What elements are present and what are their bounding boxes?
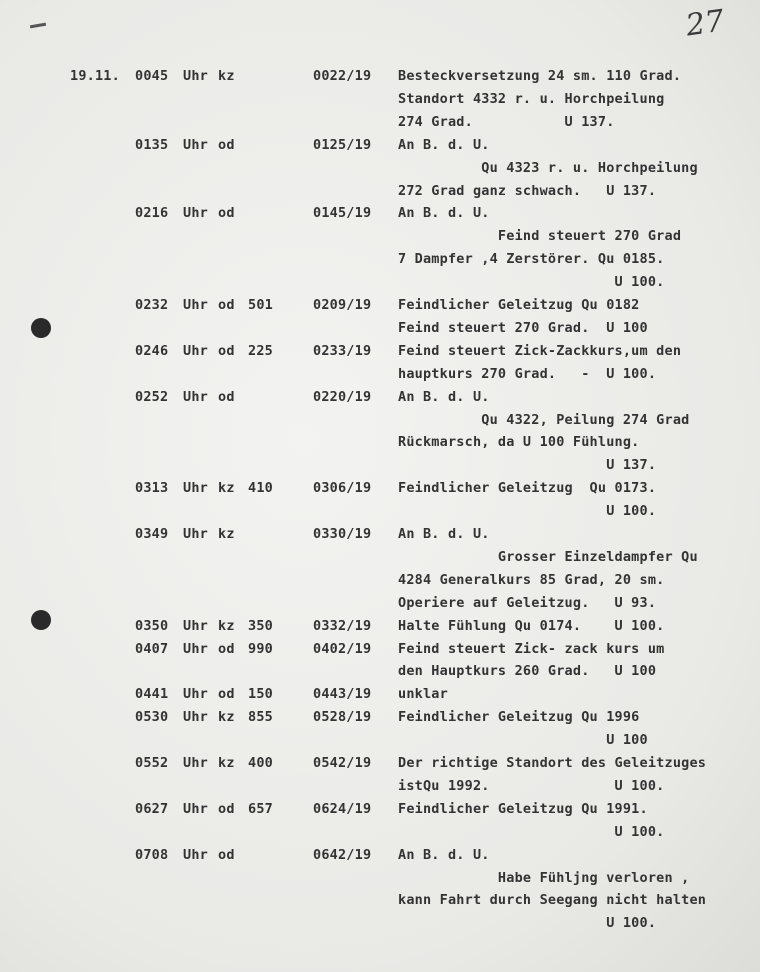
entry-text: Halte Fühlung Qu 0174. U 100.	[398, 617, 665, 634]
entry-time: 0216	[135, 205, 169, 222]
entry-text: kann Fahrt durch Seegang nicht halten	[398, 892, 707, 909]
entry-unit: Uhr	[183, 709, 208, 726]
entry-text: An B. d. U.	[398, 205, 490, 222]
entry-grid: 410	[248, 480, 273, 497]
entry-kind: od	[218, 846, 235, 863]
entry-grid: 150	[248, 686, 273, 703]
entry-kind: od	[218, 297, 235, 313]
entry-number: 0233/19	[313, 342, 372, 359]
entry-time: 0350	[135, 617, 169, 634]
entry-time: 0627	[135, 800, 169, 817]
entry-unit: Uhr	[183, 136, 208, 153]
entry-text: U 137.	[398, 457, 657, 474]
entry-text: Feind steuert 270 Grad	[398, 228, 682, 245]
punch-hole-bottom	[31, 610, 51, 630]
entry-number: 0022/19	[313, 68, 372, 84]
entry-time: 0441	[135, 686, 169, 703]
entry-time: 0313	[135, 480, 169, 497]
entry-text: unklar	[398, 686, 448, 703]
entry-text: U 100.	[398, 503, 657, 520]
entry-number: 0542/19	[313, 755, 372, 771]
entry-text: Rückmarsch, da U 100 Fühlung.	[398, 434, 640, 451]
entry-grid: 225	[248, 342, 273, 359]
entry-time: 0045	[135, 68, 169, 84]
entry-grid: 350	[248, 617, 273, 634]
entry-number: 0330/19	[313, 526, 372, 542]
entry-text: U 100.	[398, 274, 665, 291]
entry-text: An B. d. U.	[398, 526, 490, 542]
entry-unit: Uhr	[183, 297, 208, 313]
entry-unit: Uhr	[183, 846, 208, 863]
entry-text: 4284 Generalkurs 85 Grad, 20 sm.	[398, 571, 665, 588]
entry-unit: Uhr	[183, 686, 208, 703]
entry-number: 0624/19	[313, 800, 372, 817]
entry-unit: Uhr	[183, 205, 208, 222]
entry-number: 0220/19	[313, 388, 372, 405]
log-date: 19.11.	[70, 68, 120, 84]
entry-text: istQu 1992. U 100.	[398, 777, 665, 794]
entry-time: 0246	[135, 342, 169, 359]
entry-text: U 100.	[398, 823, 665, 840]
entry-number: 0332/19	[313, 617, 372, 634]
entry-number: 0443/19	[313, 686, 372, 703]
entry-unit: Uhr	[183, 480, 208, 497]
entry-time: 0349	[135, 526, 169, 542]
entry-grid: 501	[248, 297, 273, 313]
entry-kind: od	[218, 342, 235, 359]
entry-text: U 100	[398, 732, 648, 749]
entry-grid: 657	[248, 800, 273, 817]
entry-unit: Uhr	[183, 755, 208, 771]
entry-text: An B. d. U.	[398, 136, 490, 153]
entry-kind: od	[218, 640, 235, 657]
entry-text: Der richtige Standort des Geleitzuges	[398, 755, 707, 771]
entry-time: 0252	[135, 388, 169, 405]
entry-text: hauptkurs 270 Grad. - U 100.	[398, 365, 657, 382]
entry-time: 0407	[135, 640, 169, 657]
entry-kind: kz	[218, 617, 235, 634]
entry-time: 0708	[135, 846, 169, 863]
entry-text: An B. d. U.	[398, 388, 490, 405]
entry-kind: od	[218, 800, 235, 817]
entry-time: 0530	[135, 709, 169, 726]
entry-text: 272 Grad ganz schwach. U 137.	[398, 182, 657, 199]
entry-text: 7 Dampfer ,4 Zerstörer. Qu 0185.	[398, 251, 665, 268]
entry-text: Besteckversetzung 24 sm. 110 Grad.	[398, 68, 682, 84]
entry-kind: od	[218, 686, 235, 703]
entry-time: 0135	[135, 136, 169, 153]
entry-number: 0528/19	[313, 709, 372, 726]
entry-time: 0552	[135, 755, 169, 771]
entry-number: 0125/19	[313, 136, 372, 153]
entry-kind: kz	[218, 755, 235, 771]
entry-text: Habe Fühljng verloren ,	[398, 869, 690, 886]
entry-text: den Hauptkurs 260 Grad. U 100	[398, 663, 657, 680]
entry-number: 0209/19	[313, 297, 372, 313]
entry-grid: 400	[248, 755, 273, 771]
entry-kind: od	[218, 205, 235, 222]
entry-kind: od	[218, 388, 235, 405]
entry-unit: Uhr	[183, 342, 208, 359]
entry-unit: Uhr	[183, 526, 208, 542]
entry-number: 0642/19	[313, 846, 372, 863]
page-number: 27	[683, 3, 727, 44]
entry-text: Feindlicher Geleitzug Qu 0173.	[398, 480, 657, 497]
entry-text: Feindlicher Geleitzug Qu 1991.	[398, 800, 648, 817]
entry-text: 274 Grad. U 137.	[398, 113, 615, 130]
entry-unit: Uhr	[183, 800, 208, 817]
entry-grid: 990	[248, 640, 273, 657]
entry-kind: kz	[218, 526, 235, 542]
entry-kind: kz	[218, 480, 235, 497]
entry-grid: 855	[248, 709, 273, 726]
entry-text: Qu 4323 r. u. Horchpeilung	[398, 159, 698, 176]
entry-number: 0145/19	[313, 205, 372, 222]
entry-unit: Uhr	[183, 640, 208, 657]
entry-text: Grosser Einzeldampfer Qu	[398, 548, 698, 565]
entry-kind: kz	[218, 68, 235, 84]
entry-text: Feindlicher Geleitzug Qu 1996	[398, 709, 640, 726]
entry-unit: Uhr	[183, 617, 208, 634]
entry-text: Feind steuert Zick-Zackkurs,um den	[398, 342, 682, 359]
entry-time: 0232	[135, 297, 169, 313]
entry-text: Standort 4332 r. u. Horchpeilung	[398, 90, 665, 107]
entry-text: Feindlicher Geleitzug Qu 0182	[398, 297, 640, 313]
punch-hole-top	[31, 318, 51, 338]
entry-text: Feind steuert Zick- zack kurs um	[398, 640, 665, 657]
entry-text: An B. d. U.	[398, 846, 490, 863]
entry-kind: kz	[218, 709, 235, 726]
entry-text: U 100.	[398, 915, 657, 932]
entry-text: Feind steuert 270 Grad. U 100	[398, 319, 648, 336]
entry-text: Operiere auf Geleitzug. U 93.	[398, 594, 657, 611]
entry-number: 0402/19	[313, 640, 372, 657]
margin-mark	[30, 23, 46, 29]
entry-text: Qu 4322, Peilung 274 Grad	[398, 411, 690, 428]
entry-unit: Uhr	[183, 68, 208, 84]
entry-number: 0306/19	[313, 480, 372, 497]
entry-unit: Uhr	[183, 388, 208, 405]
entry-kind: od	[218, 136, 235, 153]
